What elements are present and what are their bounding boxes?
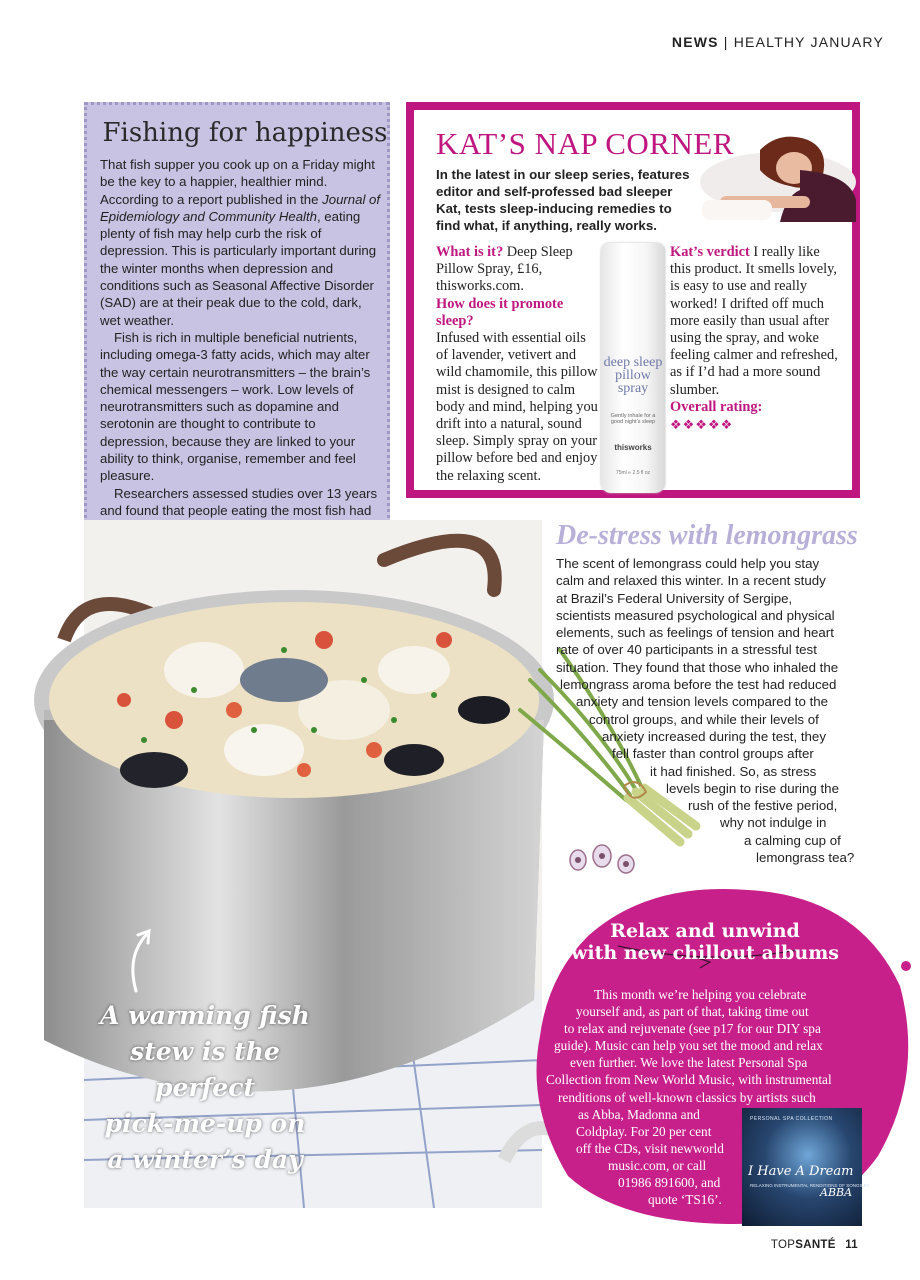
section-label: NEWS [671, 34, 719, 50]
lemongrass-line: why not indulge in [720, 815, 827, 831]
relax-line: quote ‘TS16’. [648, 1192, 722, 1208]
lemongrass-line: at Brazil’s Federal University of Sergipe, [556, 590, 793, 606]
fish-paragraph-1-text-end: , eating plenty of fish may help curb the risk of depression. This is particularly important during the winter months when depression and conditions such as Seasonal Affective Disorder (SAD) are at their peak due to the cold, dark, wet weather. [100, 208, 377, 328]
verdict-paragraph [670, 244, 840, 399]
relax-line: Collection from New World Music, with instrumental [546, 1072, 832, 1088]
lemongrass-line: lemongrass aroma before the test had reduced [560, 677, 837, 693]
verdict-text: I really like this product. It smells lovely, is easy to use and really worked! I drifted off much more easily than usual after using the spray, and woke feeling calmer and refreshed, as if I’d had a more sound slumber. [670, 244, 838, 398]
lemongrass-line: levels begin to rise during the [666, 780, 839, 796]
relax-line: renditions of well-known classics by artists such [558, 1089, 816, 1105]
lemongrass-line: elements, such as feelings of tension and heart [556, 625, 834, 641]
magazine-name: SANTÉ [795, 1239, 836, 1251]
overall-rating-label: Overall rating: [670, 398, 763, 415]
fish-paragraph-1 [100, 156, 382, 329]
lemongrass-line: The scent of lemongrass could help you stay [556, 556, 820, 571]
cd-series-name: PERSONAL SPA COLLECTION [750, 1116, 833, 1122]
cd-artist: ABBA [820, 1186, 853, 1199]
lemongrass-line: rush of the festive period, [688, 798, 838, 814]
relax-line: Coldplay. For 20 per cent [576, 1123, 712, 1139]
relax-title-line-1: Relax and unwind [610, 920, 800, 942]
lemongrass-line: scientists measured psychological and physical [556, 607, 835, 623]
bottle-small-print: Gently inhale for a good night’s sleep [610, 413, 656, 425]
lemongrass-line: control groups, and while their levels of [589, 711, 819, 727]
nap-column-left [436, 244, 601, 484]
relax-line: music.com, or call [608, 1157, 707, 1173]
fish-paragraph-2: Fish is rich in multiple beneficial nutrients, including omega-3 fatty acids, which may alter the way certain neurotransmitters – the brain’s chemical messengers – work. Low levels of neurotransmitters such as dopamine and serotonin are thought to contribute to depression, because they are linked to your ability to think, organise, remember and feel pleasure. [100, 329, 371, 484]
lemongrass-line: anxiety increased during the test, they [602, 728, 826, 744]
relax-line: guide). Music can help you set the mood and relax [554, 1038, 823, 1054]
section-divider: | [723, 34, 729, 50]
magazine-name-prefix: TOP [770, 1239, 796, 1251]
section-topic: HEALTHY JANUARY [733, 34, 884, 50]
photo-caption [100, 998, 310, 1178]
how-does-it-label: How does it promote sleep? [436, 295, 564, 329]
caption-line: stew is the perfect [130, 1037, 280, 1102]
lemongrass-line: rate of over 40 participants in a stressful test [556, 642, 817, 658]
lemongrass-body [556, 555, 866, 866]
section-header [672, 34, 884, 50]
what-is-it-text: Deep Sleep Pillow Spray, £16, thisworks.com. [436, 244, 573, 295]
relax-line: This month we’re helping you celebrate [594, 987, 807, 1002]
relax-line: off the CDs, visit newworld [576, 1140, 724, 1156]
lemongrass-line: calm and relaxed this winter. In a recent study [556, 573, 826, 589]
lemongrass-title: De-stress with lemongrass [556, 520, 858, 551]
relax-title-line-2: with new chillout albums [571, 942, 839, 964]
product-info [436, 244, 601, 296]
lemongrass-line: fell faster than control groups after [612, 746, 814, 762]
cd-subtitle: RELAXING INSTRUMENTAL RENDITIONS OF SONGS BY [750, 1183, 870, 1188]
bottle-label-text: deep sleep pillow spray [603, 355, 663, 396]
caption-arrow-icon [124, 925, 164, 995]
lemongrass-line: a calming cup of [744, 832, 841, 848]
relax-line: yourself and, as part of that, taking time out [576, 1004, 809, 1020]
page-footer [771, 1239, 858, 1251]
relax-line: even further. We love the latest Personal Spa [570, 1055, 808, 1071]
nap-column-right [670, 244, 840, 433]
relax-line: to relax and rejuvenate (see p17 for our DIY spa [564, 1021, 821, 1037]
fish-paragraph-1-text: That fish supper you cook up on a Friday might be the key to a happier, healthier mind. According to a report published in the [100, 157, 375, 207]
how-does-it-text: Infused with essential oils of lavender, vetivert and wild chamomile, this pillow mist is designed to calm body and mind, helping you drift into a natural, sound sleep. Simply spray on your pillow before bed and enjoy the relaxing scent. [436, 330, 598, 484]
caption-line: a winter’s day [107, 1145, 303, 1174]
caption-line: pick-me-up on [104, 1109, 306, 1138]
nap-corner-title: KAT’S NAP CORNER [436, 126, 734, 161]
verdict-label: Kat’s verdict [670, 244, 750, 260]
journal-name: Journal of Epidemiology and Community Health [100, 191, 381, 224]
lemongrass-line: lemongrass tea? [756, 850, 855, 866]
rating-stars: ❖❖❖❖❖ [670, 417, 734, 433]
lemongrass-line: it had finished. So, as stress [650, 763, 817, 779]
fish-article-title: Fishing for happiness [102, 118, 388, 148]
relax-line: 01986 891600, and [618, 1175, 721, 1191]
lemongrass-line: situation. They found that those who inhaled the [556, 659, 839, 675]
page-number: 11 [845, 1239, 858, 1251]
fish-paragraph-3: Researchers assessed studies over 13 years and found that people eating the most fish had [100, 485, 378, 518]
bottle-volume: 75ml ℮ 2.5 fl oz [615, 470, 651, 476]
caption-line: A warming fish [100, 1001, 310, 1030]
nap-corner-intro: In the latest in our sleep series, features editor and self-professed bad sleeper Kat, tests sleep-inducing remedies to find what, if anything, really works. [436, 167, 690, 233]
fish-article-body [100, 156, 382, 571]
lemongrass-line: anxiety and tension levels compared to the [576, 694, 829, 710]
cd-title: I Have A Dream [748, 1164, 854, 1179]
relax-line: as Abba, Madonna and [578, 1106, 700, 1122]
what-is-it-label: What is it? [436, 244, 504, 260]
bottle-brand: thisworks [614, 443, 652, 452]
relax-title [560, 920, 850, 964]
